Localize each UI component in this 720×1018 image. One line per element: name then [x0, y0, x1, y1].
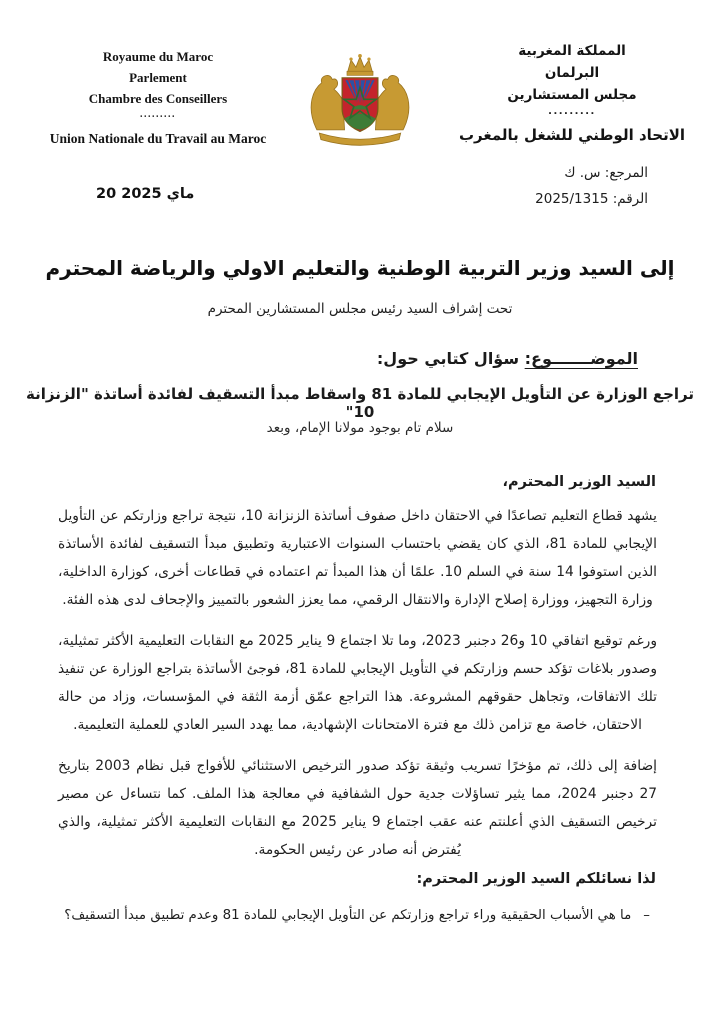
closing-heading: لذا نسائلكم السيد الوزير المحترم:	[416, 871, 656, 887]
union-name-fr: Union Nationale du Travail au Maroc	[49, 131, 267, 146]
chamber-label-fr: Chambre des Conseillers	[88, 91, 228, 106]
union-name-ar: الاتحاد الوطني للشغل بالمغرب	[458, 126, 686, 144]
greeting-line: السيد الوزير المحترم،	[502, 474, 656, 490]
subject-label: الموضـــــــوع:	[524, 349, 638, 368]
subject-text: تراجع الوزارة عن التأويل الإيجابي للمادة 81 واسقاط مبدأ التسقيف لفائدة أساتذة "الزنزانة 10"	[26, 385, 694, 421]
kingdom-label-fr: Royaume du Maroc	[102, 49, 214, 64]
header-right-block	[438, 40, 706, 146]
chamber-label-ar: مجلس المستشارين	[507, 87, 637, 103]
body-paragraph-3: إضافة إلى ذلك، تم مؤخرًا تسريب وثيقة تؤكد صدور الترخيص الاستثنائي للأفواج قبل نظام 2003 بتاريخ 27 دجنبر 2024، مما يثير تساؤلات جدية حول الشفافية في معالجة هذا الملف. كما نتساءل عن مصير ترخيص التسقيف الذي أعلنتم عنه عقب اجتماع 9 يناير 2025 مع النقابات التعليمية الأكثر تمثيلية، والذي يُفترض أنه صادر عن رئيس الحكومة.	[58, 758, 658, 858]
question-dash: –	[643, 908, 650, 923]
lion-left	[311, 75, 344, 129]
parliament-label-ar: البرلمان	[544, 65, 600, 81]
parliament-label-fr: Parlement	[129, 70, 187, 85]
kingdom-label-ar: المملكة المغربية	[518, 43, 626, 59]
body-paragraph-1: يشهد قطاع التعليم تصاعدًا في الاحتقان داخل صفوف أساتذة الزنزانة 10، نتيجة تراجع وزارتكم عن التأويل الإيجابي للمادة 81، الذي كان يقضي باحتساب السنوات الاعتبارية وتطبيق مبدأ التسقيف لفائدة الأساتذة الذين استوفوا 14 سنة في السلم 10. علمًا أن هذا المبدأ تم اعتماده في قطاعات أخرى، كوزارة الداخلية، وزارة التجهيز، ووزارة إصلاح الإدارة والانتقال الرقمي، مما يعزز الشعور بالتمييز والإجحاف لدى هذه الفئة.	[58, 508, 657, 608]
subject-intro: سؤال كتابي حول:	[376, 349, 520, 368]
subject-heading	[60, 349, 638, 368]
salutation-line: سلام تام بوجود مولانا الإمام، وبعد	[266, 420, 454, 436]
question-text: ما هي الأسباب الحقيقية وراء تراجع وزارتكم عن التأويل الإيجابي للمادة 81 وعدم تطبيق مبدأ التسقيف؟	[64, 908, 632, 923]
separator-dots: .........	[140, 109, 176, 120]
recipient-subtitle: تحت إشراف السيد رئيس مجلس المستشارين المحترم	[207, 301, 513, 317]
recipient-title: إلى السيد وزير التربية الوطنية والتعليم الاولي والرياضة المحترم	[45, 256, 675, 280]
body-paragraph-2: ورغم توقيع اتفاقي 10 و26 دجنبر 2023، وما تلا اجتماع 9 يناير 2025 مع النقابات التعليمية الأكثر تمثيلية، وصدور بلاغات تؤكد حسم وزارتكم في التأويل الإيجابي للمادة 81، فوجئ الأساتذة بتراجع الوزارة عن تنفيذ تلك الاتفاقات، وتجاهل حقوقهم المشروعة. هذا التراجع عمّق أزمة الثقة في المؤسسات، وزاد من حالة الاحتقان، خاصة مع تزامن ذلك مع فترة الامتحانات الإشهادية، مما يهدد السير العادي للعملية التعليمية.	[58, 633, 657, 733]
document-number-line: الرقم: 2025/1315	[535, 191, 648, 207]
document-date: 20 ماي 2025	[96, 186, 195, 202]
separator-dots: .........	[548, 106, 596, 117]
lion-right	[375, 75, 408, 129]
moroccan-coat-of-arms-icon	[299, 44, 421, 158]
reference-block	[408, 160, 648, 212]
header-left-block	[46, 46, 270, 149]
reference-line: المرجع: س. ك	[564, 165, 648, 181]
question-item	[56, 903, 650, 929]
